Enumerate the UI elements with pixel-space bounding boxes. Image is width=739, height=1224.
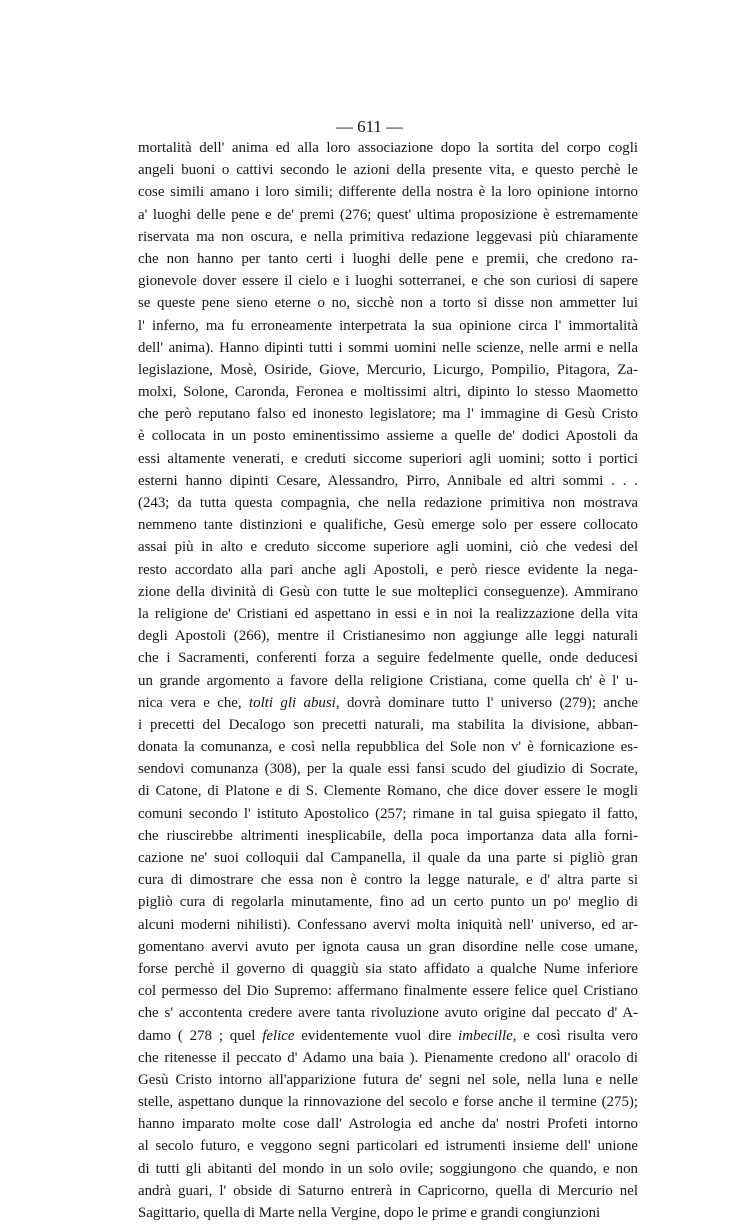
text-line: gionevole dover essere il cielo e i luoghi sotterranei, e che son curiosi di sapere bbox=[138, 273, 638, 290]
text-line: cura di dimostrare che essa non è contro la legge naturale, e d' altra parte si bbox=[138, 872, 638, 889]
text-line: (243; da tutta questa compagnia, che nella redazione primitiva non mostrava bbox=[138, 495, 638, 511]
text-line: col permesso del Dio Supremo: affermano finalmente essere felice quel Cristiano bbox=[138, 983, 638, 1000]
text-line: che i Sacramenti, conferenti forza a seguire fedelmente quelle, onde deducesi bbox=[138, 650, 638, 667]
text-line: stelle, aspettano dunque la rinnovazione del secolo e forse anche il termine (275); bbox=[138, 1094, 638, 1111]
text-line: Gesù Cristo intorno all'apparizione futura de' segni nel sole, nella luna e nelle bbox=[138, 1071, 638, 1088]
text-line: comuni secondo l' istituto Apostolico (257; rimane in tal guisa spiegato il fatto, bbox=[138, 805, 638, 822]
text-line: nemmeno tante distinzioni e qualifiche, Gesù emerge solo per essere collocato bbox=[138, 517, 638, 534]
text-line: al secolo futuro, e veggono segni particolari ed istrumenti insieme dell' unione bbox=[138, 1138, 638, 1155]
text-line: la religione de' Cristiani ed aspettano in essi e in noi la realizzazione della vita bbox=[138, 605, 638, 622]
text-line: donata la comunanza, e così nella repubblica del Sole non v' è fornicazione es- bbox=[138, 739, 638, 756]
body-text bbox=[138, 137, 638, 1224]
text-line: hanno imparato molte cose dall' Astrologia ed anche da' nostri Profeti intorno bbox=[138, 1116, 638, 1133]
text-line: Sagittario, quella di Marte nella Vergine, dopo le prime e grandi congiunzioni bbox=[138, 1205, 601, 1221]
text-line: di tutti gli abitanti del mondo in un solo ovile; soggiungono che quando, e non bbox=[138, 1160, 638, 1177]
text-line: andrà guari, l' obside di Saturno entrerà in Capricorno, quella di Mercurio nel bbox=[138, 1182, 638, 1199]
text-line: degli Apostoli (266), mentre il Cristianesimo non aggiunge alle leggi naturali bbox=[138, 628, 638, 645]
text-line: a' luoghi delle pene e de' premi (276; quest' ultima proposizione è estremamente bbox=[138, 206, 638, 223]
text-line: angeli buoni o cattivi secondo le azioni della presente vita, e questo perchè le bbox=[138, 162, 638, 179]
text-line: cose simili amano i loro simili; differente della nostra è la loro opinione intorno bbox=[138, 184, 638, 201]
text-line: che non hanno per tanto certi i luoghi delle pene e premii, che credono ra- bbox=[138, 250, 638, 267]
text-line: pigliò cura di regolarla minutamente, fino ad un certo punto un po' meglio di bbox=[138, 894, 638, 911]
text-line: i precetti del Decalogo son precetti naturali, ma stabilita la divisione, abban- bbox=[138, 716, 638, 733]
text-line: sendovi comunanza (308), per la quale essi fansi scudo del giudizio di Socrate, bbox=[138, 761, 638, 778]
text-line: molxi, Solone, Caronda, Feronea e moltissimi altri, dipinto lo stesso Maometto bbox=[138, 384, 638, 401]
text-line: forse perchè il governo di quaggiù sia stato affidato a qualche Nume inferiore bbox=[138, 960, 638, 977]
text-line: che riuscirebbe altrimenti inesplicabile, della poca importanza data alla forni- bbox=[138, 827, 638, 844]
text-line: zione della divinità di Gesù con tutte le sue molteplici conseguenze). Ammirano bbox=[138, 583, 638, 600]
text-line: dell' anima). Hanno dipinti tutti i sommi uomini nelle scienze, nelle armi e nella bbox=[138, 339, 638, 356]
text-line: è collocata in un posto eminentissimo assieme a quelle de' dodici Apostoli da bbox=[138, 428, 638, 445]
text-line: di Catone, di Platone e di S. Clemente Romano, che dice dover essere le mogli bbox=[138, 783, 638, 800]
text-line: che ritenesse il peccato d' Adamo una baia ). Pienamente credono all' oracolo di bbox=[138, 1049, 638, 1066]
text-line: riservata ma non oscura, e nella primitiva redazione leggevasi più chiaramente bbox=[138, 228, 638, 245]
text-line: cazione ne' suoi colloquii dal Campanella, il quale da una parte si pigliò gran bbox=[138, 850, 638, 866]
text-line: un grande argomento a favore della religione Cristiana, come quella ch' è l' u- bbox=[138, 672, 638, 689]
text-line: se queste pene sieno eterne o no, sicchè non a torto si disse non ammetter lui bbox=[138, 295, 638, 312]
text-line: mortalità dell' anima ed alla loro associazione dopo la sortita del corpo cogli bbox=[138, 140, 638, 156]
text-line: nica vera e che, tolti gli abusi, dovrà dominare tutto l' universo (279); anche bbox=[138, 694, 639, 711]
text-line: che s' accontenta credere avere tanta rivoluzione avuto origine dal peccato d' A- bbox=[138, 1005, 638, 1022]
text-line: essi altamente venerati, e creduti siccome superiori agli uomini; sotto i portici bbox=[138, 450, 638, 467]
text-line: resto accordato alla pari anche agli Apostoli, e però riesce evidente la nega- bbox=[138, 561, 638, 578]
text-line: esterni hanno dipinti Cesare, Alessandro, Pirro, Annibale ed altri sommi . . . bbox=[138, 472, 638, 489]
text-line: damo ( 278 ; quel felice evidentemente vuol dire imbecille, e così risulta vero bbox=[138, 1027, 638, 1044]
page-number: — 611 — bbox=[335, 117, 404, 136]
text-line: che però reputano falso ed inonesto legislatore; ma l' immagine di Gesù Cristo bbox=[138, 406, 638, 423]
text-line: alcuni moderni nihilisti). Confessano avervi molta iniquità nell' universo, ed ar- bbox=[138, 916, 638, 933]
text-line: gomentano avervi avuto per ignota causa un gran disordine nelle cose umane, bbox=[138, 938, 638, 955]
text-line: l' inferno, ma fu erroneamente interpetrata la sua opinione circa l' immortalità bbox=[138, 317, 638, 334]
text-line: assai più in alto e creduto siccome superiore agli uomini, ciò che vedesi del bbox=[138, 539, 638, 556]
text-line: legislazione, Mosè, Osiride, Giove, Mercurio, Licurgo, Pompilio, Pitagora, Za- bbox=[138, 361, 638, 378]
